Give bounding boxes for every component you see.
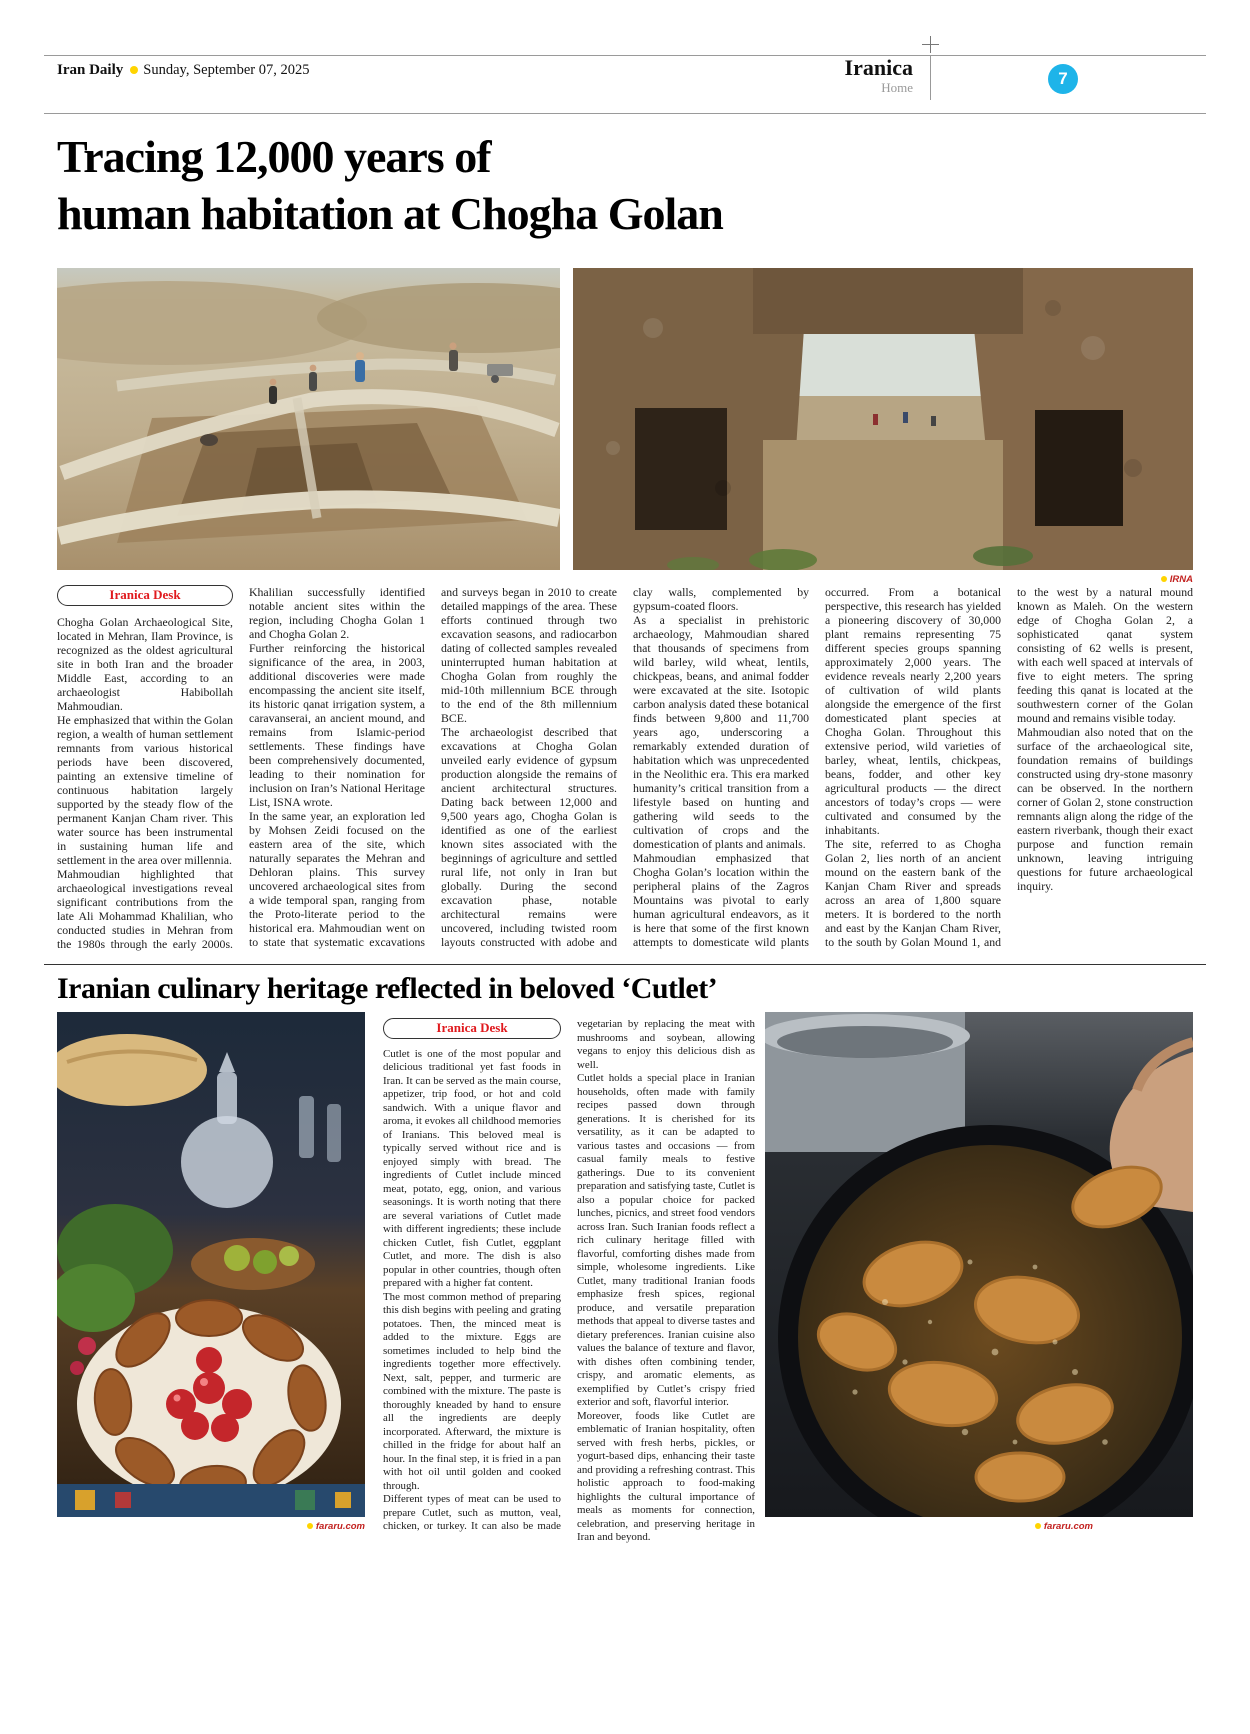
article1-body: [57, 585, 1193, 957]
article2-desk-badge: Iranica Desk: [383, 1018, 561, 1039]
paragraph: Chogha Golan Archaeological Site, located in Mehran, Ilam Province, is recognized as the oldest agricultural site in both Iran and the broader Middle East, according to an archaeologist Habibollah Mahmoudian.: [57, 615, 233, 713]
photo-credit-right: [765, 1521, 1193, 1532]
paragraph: Mahmoudian highlighted that archaeological investigations reveal significant contributions from the late Ali Mohammad Khalilian, who conducted studies in Mehran from the 1980s through the early 2000s. Khalilian successfully identified notable ancient sites within the region, including Chogha Golan 1 and Chogha Golan 2.: [57, 585, 425, 951]
photo-excavation-site: [57, 268, 560, 570]
section-block: [700, 56, 913, 96]
article1-headline: [57, 128, 1037, 242]
photo-stone-ruins-art: [573, 268, 1193, 570]
paragraph: Further reinforcing the historical significance of the area, in 2003, additional discoveries were made encompassing the ancient site itself, its historic qanat irrigation system, a caravanserai, an ancient mound, and remains from Islamic-period settlements. These findings have been comprehensively documented, leading to their nomination for inclusion on Iran’s National Heritage List, ISNA wrote.: [249, 641, 425, 809]
photo-credit-left: [57, 1521, 365, 1532]
article2-body: [383, 1018, 755, 1546]
paragraph: The most common method of preparing this dish begins with peeling and grating potatoes. Then, the minced meat is added to the mixture. Eggs are sometimes included to help bind the ingredients together more effectively. Next, salt, pepper, and turmeric are combined with the mixture. The paste is thoroughly kneaded by hand to ensure all the ingredients are deeply incorporated. Afterward, the mixture is chilled in the fridge for about half an hour. In the final step, it is fried in a pan with hot oil until golden and cooked through.: [383, 1290, 561, 1492]
bullet-icon: [1035, 1523, 1041, 1529]
photo-cutlet-platter-art: [57, 1012, 365, 1517]
paragraph: Mahmoudian emphasized that Chogha Golan’s location within the peripheral plains of the Zagros Mountains was pivotal to early human agricultural endeavors, as it is here that some of the first known attempts to domesticate wild plants occurred. From a botanical perspective, this research has yielded a pioneering discovery of 30,000 plant remains representing 75 different species groups spanning approximately 2,000 years. The evidence reveals nearly 2,200 years of cultivation of wild plants alongside the emergence of the first domesticated plant species at Chogha Golan. Throughout this extensive period, wild varieties of barley, wheat, lentils, chickpeas, beans, fodder, and other key agricultural products — the direct ancestors of today’s crops — were cultivated and consumed by the inhabitants.: [633, 585, 1001, 949]
paragraph: Different types of meat can be used to prepare Cutlet, such as mutton, veal, chicken, or turkey. It can also be made vegetarian by replacing the meat with mushrooms and soybean, allowing vegans to enjoy this delicious dish as well.: [383, 1018, 755, 1532]
photo-cutlet-platter: [57, 1012, 365, 1517]
article1-text: [57, 585, 1193, 957]
photo-stone-ruins: [573, 268, 1193, 570]
article2-text: [383, 1018, 755, 1546]
paragraph: The site, referred to as Chogha Golan 2, lies north of an ancient mound on the eastern bank of the Kanjan Cham River and spreads across an area of 1,800 square meters. It is bordered to the north and east by the Kanjan Cham River, to the south by Golan Mound 1, and to the west by a natural mound known as Maleh. On the western edge of Chogha Golan 2, a sophisticated qanat system consisting of 62 wells is present, with each well spaced at intervals of five to eight meters. The spring feeding this qanat is located at the southwestern corner of the Golan mound and remains visible today.: [825, 585, 1193, 949]
photo-credit-irna-text: IRNA: [1169, 574, 1193, 585]
photo-frying-cutlets-art: [765, 1012, 1193, 1517]
bullet-icon: [307, 1523, 313, 1529]
photo-frying-cutlets: [765, 1012, 1193, 1517]
paragraph: He emphasized that within the Golan region, a wealth of human settlement remnants from various historical periods have been discovered, painting an extensive timeline of continuous habitation largely supported by the steady flow of the permanent Kanjan Cham river. This water source has been instrumental in sustaining human life and settlement in the area over millennia.: [57, 713, 233, 867]
paragraph: Moreover, foods like Cutlet are emblematic of Iranian hospitality, often served with fresh herbs, pickles, or yogurt-based dips, enhancing their taste and providing a refreshing contrast. This holistic approach to food-making highlights the cultural importance of meals as moments for connection, celebration, and preserving heritage in Iran and beyond.: [577, 1409, 755, 1543]
header-bottom-rule: [44, 113, 1206, 114]
registration-cross-icon: [922, 36, 939, 53]
paragraph: As a specialist in prehistoric archaeology, Mahmoudian shared that thousands of specimens from wild barley, wild wheat, lentils, chickpeas, beans, and animal fodder were excavated at the site. Isotopic carbon analysis dated these botanical finds between 9,800 and 11,700 years ago, underscoring a remarkably extended duration of habitation which was unprecedented in the Neolithic era. This era marked humanity’s critical transition from a lifestyle based on hunting and gathering wild seeds to the cultivation of crops and the domestication of plants and animals.: [633, 613, 809, 851]
section-subtitle: Home: [881, 80, 913, 95]
masthead: [57, 62, 309, 79]
paper-name: Iran Daily: [57, 62, 124, 78]
header-vertical-divider: [930, 56, 931, 100]
article1-desk-badge: Iranica Desk: [57, 585, 233, 606]
paragraph: Cutlet is one of the most popular and delicious traditional yet fast foods in Iran. It can be served as the main course, appetizer, trip food, or hot and cold sandwich. With a unique flavor and aroma, it evokes all childhood memories of Iranians. This beloved meal is typically served without rice and is enjoyed simply with bread. The ingredients of Cutlet include minced meat, potato, egg, onion, and various seasonings. It is worth noting that there are several variations of Cutlet made with different ingredients; these include chicken Cutlet, fish Cutlet, eggplant Cutlet, and more. The dish is also popular in other countries, though often prepared with a higher fat content.: [383, 1047, 561, 1289]
page-number-badge: 7: [1048, 64, 1078, 94]
paragraph: In the same year, an exploration led by Mohsen Zeidi focused on the eastern area of the site, which naturally separates the Mehran and Dehloran plains. This survey uncovered archaeological sites from a wide temporal span, ranging from the Proto-literate period to the historical era. Mahmoudian went on to state that systematic excavations and surveys began in 2010 to create detailed mappings of the area. These efforts continued through two excavation seasons, and radiocarbon dating of collected samples revealed uninterrupted human habitation at Chogha Golan from roughly the mid-10th millennium BCE through to the end of the 8th millennium BCE.: [249, 585, 617, 949]
paragraph: The archaeologist described that excavations at Chogha Golan unveiled early evidence of gypsum production alongside the remains of ancient architectural structures. Dating back between 12,000 and 9,500 years ago, Chogha Golan is identified as one of the earliest known sites associated with the beginnings of agriculture and settled rural life, not only in Iran but globally. During the second excavation phase, notable architectural remains were uncovered, including twisted room layouts constructed with adobe and clay walls, complemented by gypsum-coated floors.: [441, 585, 809, 949]
photo-credit-right-text: fararu.com: [1043, 1521, 1093, 1532]
photo-excavation-site-art: [57, 268, 560, 570]
articles-divider: [44, 964, 1206, 965]
header-top-rule: [44, 55, 1206, 56]
article2-headline: Iranian culinary heritage reflected in beloved ‘Cutlet’: [57, 972, 718, 1005]
issue-date: Sunday, September 07, 2025: [143, 62, 310, 78]
paragraph: Cutlet holds a special place in Iranian households, often made with family recipes passed down through generations. It is cherished for its versatility, as it can be adapted to various tastes and occasions — from casual family meals to festive gatherings. Due to its convenient preparation and satisfying taste, Cutlet is also a popular choice for packed lunches, picnics, and street food vendors across Iran. Such Iranian foods reflect a rich culinary heritage filled with flavorful, comforting dishes made from simple, wholesome ingredients. Like Cutlet, many traditional Iranian foods emphasize fresh spices, regional produce, and versatile preparation methods that appeal to diverse tastes and dietary preferences. Iranian cuisine also values the balance of texture and flavor, with dishes often combining tender, crispy, and aromatic elements, as exemplified by Cutlet’s crispy fried exterior and soft, flavorful interior.: [577, 1072, 755, 1408]
bullet-icon: [130, 66, 138, 74]
section-name: Iranica: [844, 55, 913, 80]
photo-credit-irna: [993, 574, 1193, 585]
bullet-icon: [1161, 576, 1167, 582]
article1-headline-line1: Tracing 12,000 years of: [57, 131, 491, 182]
article1-headline-line2: human habitation at Chogha Golan: [57, 188, 723, 239]
photo-credit-left-text: fararu.com: [315, 1521, 365, 1532]
paragraph: Mahmoudian also noted that on the surface of the archaeological site, foundation remains of buildings constructed using dry-stone masonry can be observed. In the northern corner of Golan 2, stone construction remnants align along the ridge of the eastern riverbank, though their exact purpose and function remain unknown, leaving intriguing questions for future archaeological inquiry.: [1017, 725, 1193, 893]
